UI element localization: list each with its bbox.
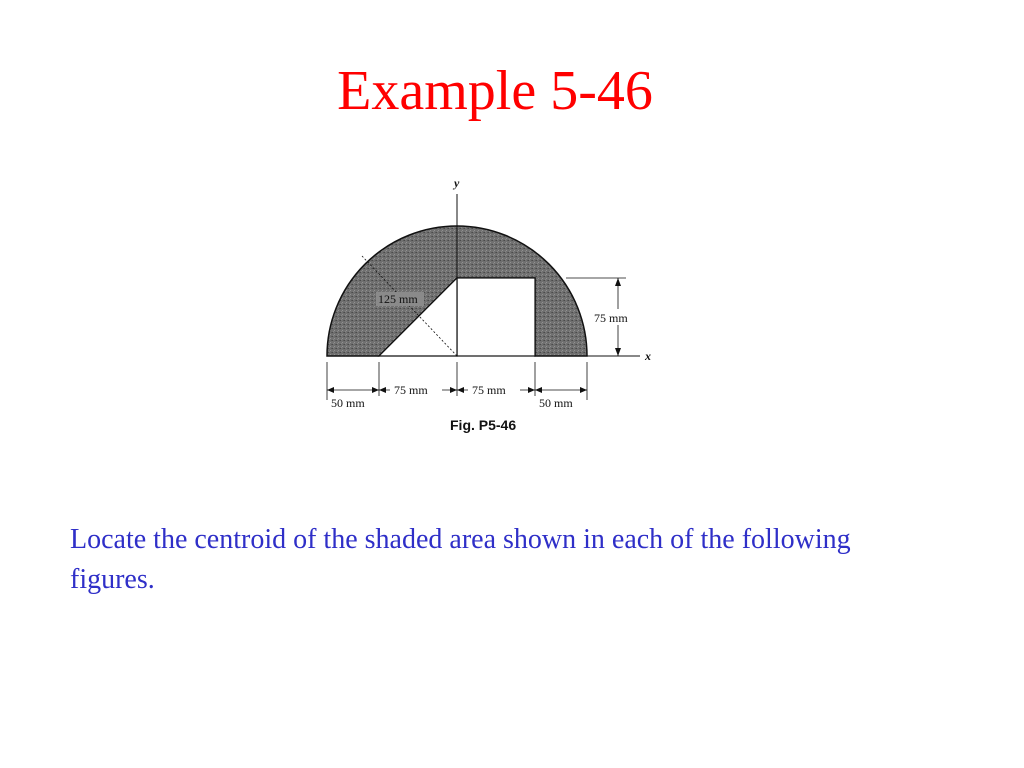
x-axis-label: x [645,349,651,363]
instruction-text: Locate the centroid of the shaded area shown in each of the following figures. [70,524,851,595]
figure-caption: Fig. P5-46 [450,417,517,433]
height-arrow-bottom [615,348,621,356]
height-arrow-top [615,278,621,286]
dim-left-outer-label: 50 mm [331,396,365,410]
rectangular-cutout [457,278,535,356]
dim-left-inner-label: 75 mm [394,383,428,397]
y-axis-label: y [454,176,460,190]
centroid-figure [300,172,680,442]
figure-drawing [300,172,680,442]
dim-right-inner-label: 75 mm [472,383,506,397]
height-label: 75 mm [594,311,628,325]
dim-right-outer-label: 50 mm [539,396,573,410]
radius-label: 125 mm [378,292,418,306]
slide-title: Example 5-46 [337,60,653,122]
